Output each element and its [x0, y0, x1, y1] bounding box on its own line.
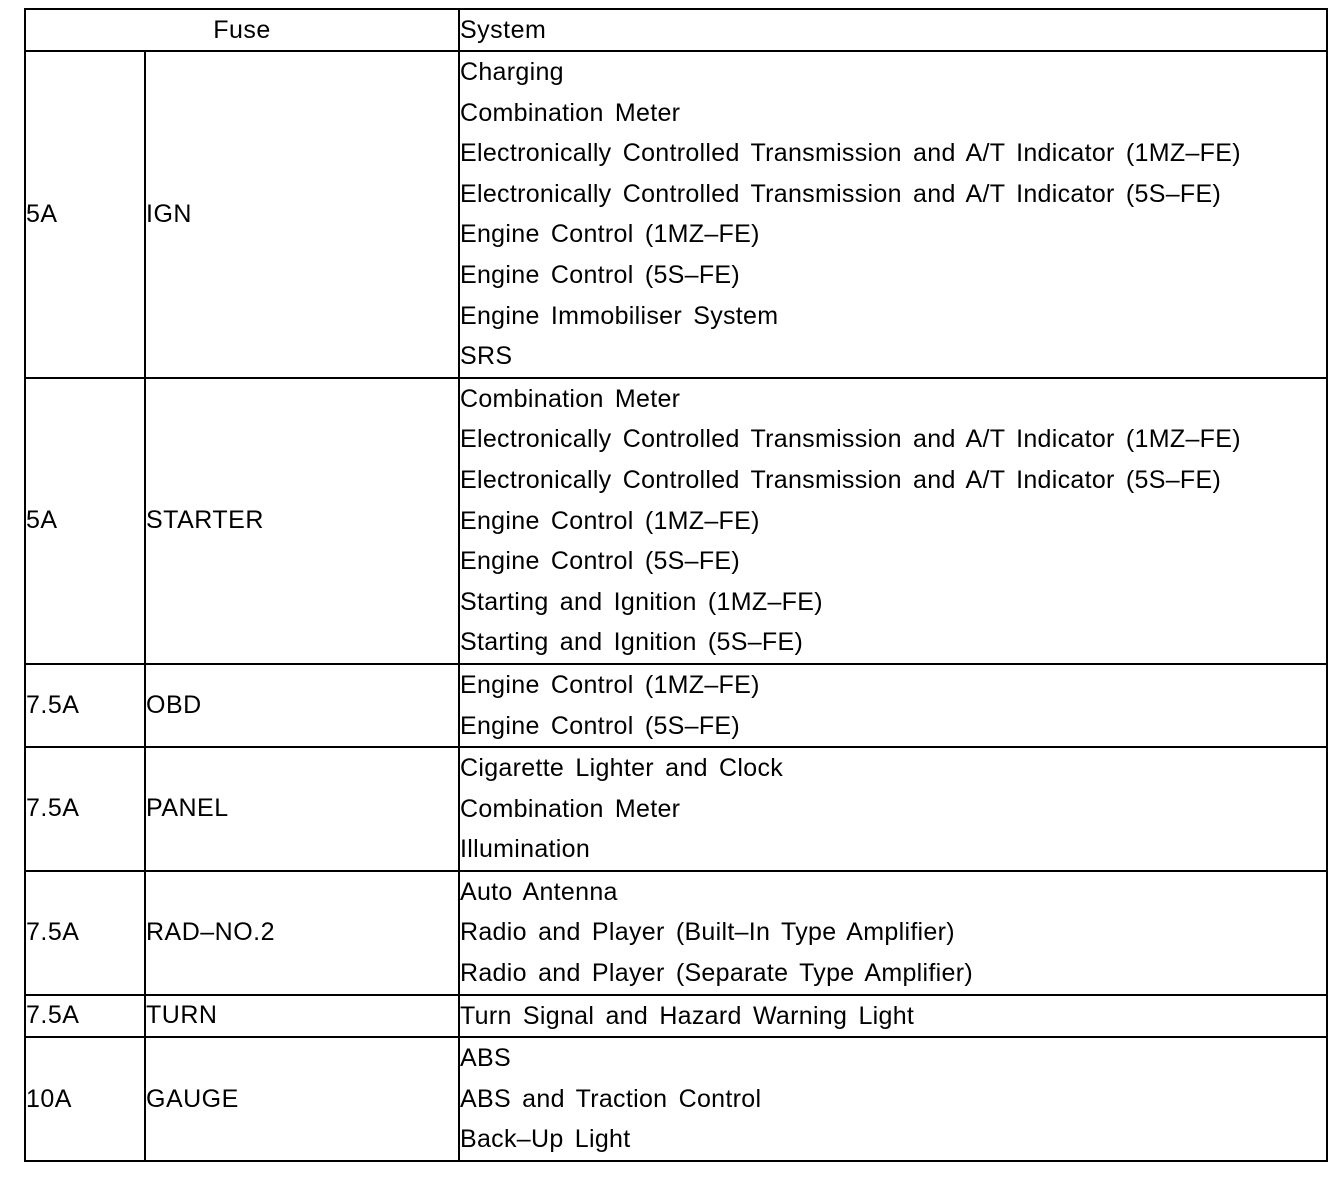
system-list	[459, 51, 1327, 378]
system-item: Starting and Ignition (1MZ–FE)	[460, 587, 823, 616]
system-item: Engine Control (1MZ–FE)	[460, 670, 760, 699]
system-item: Engine Control (5S–FE)	[460, 711, 741, 740]
fuse-name: PANEL	[145, 747, 459, 871]
system-item: Engine Control (1MZ–FE)	[460, 506, 760, 535]
fuse-system-table	[24, 8, 1328, 1162]
table-row	[25, 995, 1327, 1038]
system-item: Illumination	[460, 835, 591, 864]
fuse-column-header: Fuse	[25, 9, 459, 51]
system-item: Engine Control (5S–FE)	[460, 547, 741, 576]
fuse-system-sheet	[24, 8, 1326, 1162]
system-item: Electronically Controlled Transmission and A/T Indicator (5S–FE)	[460, 465, 1222, 494]
fuse-name: TURN	[145, 995, 459, 1038]
fuse-amperage: 5A	[25, 51, 145, 378]
system-item: Radio and Player (Built–In Type Amplifier)	[460, 918, 955, 947]
fuse-name: GAUGE	[145, 1037, 459, 1161]
system-list	[459, 664, 1327, 747]
system-item: Electronically Controlled Transmission and A/T Indicator (1MZ–FE)	[460, 139, 1241, 168]
system-list	[459, 1037, 1327, 1161]
system-item: Radio and Player (Separate Type Amplifier)	[460, 959, 973, 988]
fuse-amperage: 7.5A	[25, 664, 145, 747]
fuse-name: OBD	[145, 664, 459, 747]
system-list	[459, 871, 1327, 995]
system-item: Engine Control (5S–FE)	[460, 260, 741, 289]
table-row	[25, 747, 1327, 871]
system-item: Combination Meter	[460, 794, 681, 823]
system-item: ABS and Traction Control	[460, 1084, 762, 1113]
system-item: SRS	[460, 342, 513, 371]
system-item: Back–Up Light	[460, 1125, 631, 1154]
system-item: Engine Immobiliser System	[460, 301, 779, 330]
fuse-amperage: 7.5A	[25, 871, 145, 995]
table-row	[25, 664, 1327, 747]
system-item: Auto Antenna	[460, 877, 618, 906]
fuse-amperage: 7.5A	[25, 995, 145, 1038]
system-item: Electronically Controlled Transmission and A/T Indicator (1MZ–FE)	[460, 425, 1241, 454]
system-item: Cigarette Lighter and Clock	[460, 754, 784, 783]
system-item: Starting and Ignition (5S–FE)	[460, 628, 804, 657]
system-column-header: System	[459, 9, 1327, 51]
system-item: Electronically Controlled Transmission and A/T Indicator (5S–FE)	[460, 179, 1222, 208]
system-list	[459, 995, 1327, 1038]
table-body	[25, 51, 1327, 1161]
system-list	[459, 747, 1327, 871]
table-header-row	[25, 9, 1327, 51]
table-row	[25, 1037, 1327, 1161]
system-item: ABS	[460, 1044, 511, 1073]
fuse-amperage: 7.5A	[25, 747, 145, 871]
fuse-amperage: 5A	[25, 378, 145, 664]
system-item: Combination Meter	[460, 384, 681, 413]
fuse-name: IGN	[145, 51, 459, 378]
system-item: Engine Control (1MZ–FE)	[460, 220, 760, 249]
system-list	[459, 378, 1327, 664]
table-row	[25, 871, 1327, 995]
fuse-name: RAD–NO.2	[145, 871, 459, 995]
system-item: Charging	[460, 58, 564, 86]
fuse-amperage: 10A	[25, 1037, 145, 1161]
system-item: Turn Signal and Hazard Warning Light	[460, 1001, 915, 1030]
system-item: Combination Meter	[460, 98, 681, 127]
table-row	[25, 378, 1327, 664]
fuse-name: STARTER	[145, 378, 459, 664]
table-row	[25, 51, 1327, 378]
